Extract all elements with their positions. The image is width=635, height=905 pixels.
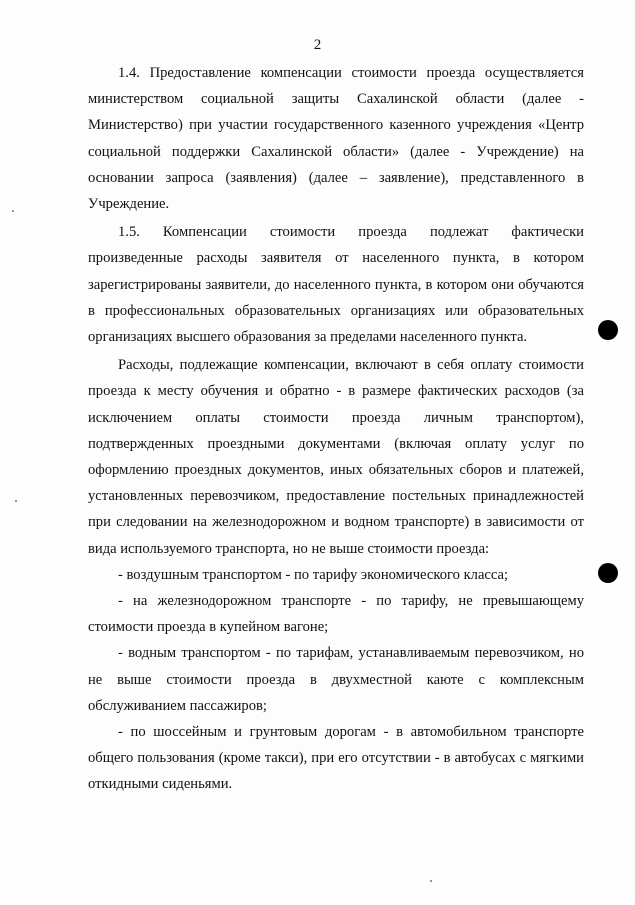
punch-hole-mark — [598, 563, 618, 583]
page-number: 2 — [313, 37, 322, 53]
paragraph-expenses: Расходы, подлежащие компенсации, включают в себя оплату стоимости проезда к месту обучения и обратно - в размере фактических расходов (за исключением оплаты стоимости проезда личным транспортом), подтвержденных проездными документами (включая оплату услуг по оформлению проездных документов, иных обязательных сборов и платежей, установленных перевозчиком, предоставление постельных принадлежностей при следовании на железнодорожном и водном транспорте) в зависимости от вида используемого транспорта, но не выше стоимости проезда: — [88, 357, 584, 557]
list-item-rail: - на железнодорожном транспорте - по тарифу, не превышающему стоимости проезда в купейном вагоне; — [88, 593, 584, 636]
scan-speck — [430, 880, 432, 882]
paragraph-1-5: 1.5. Компенсации стоимости проезда подлежат фактически произведенные расходы заявителя от населенного пункта, в котором зарегистрированы заявители, до населенного пункта, в котором они обучаются в профессиональных образовательных организациях или образовательных организациях высшего образования за пределами населенного пункта. — [88, 224, 584, 346]
punch-hole-mark — [598, 320, 618, 340]
list-item-water: - водным транспортом - по тарифам, устанавливаемым перевозчиком, но не выше стоимости проезда в двухместной каюте с комплексным обслуживанием пассажиров; — [88, 645, 584, 714]
body-text — [88, 60, 584, 798]
list-item-air: - воздушным транспортом - по тарифу экономического класса; — [118, 566, 509, 583]
scan-speck — [15, 500, 17, 502]
paragraph-1-4: 1.4. Предоставление компенсации стоимости проезда осуществляется министерством социальной защиты Сахалинской области (далее - Министерство) при участии государственного казенного учреждения «Центр социальной поддержки Сахалинской области» (далее - Учреждение) на основании запроса (заявления) (далее – заявление), представленного в Учреждение. — [88, 65, 584, 213]
scan-speck — [12, 210, 14, 212]
list-item-road: - по шоссейным и грунтовым дорогам - в автомобильном транспорте общего пользования (кроме такси), при его отсутствии - в автобусах с мягкими откидными сиденьями. — [88, 724, 584, 793]
